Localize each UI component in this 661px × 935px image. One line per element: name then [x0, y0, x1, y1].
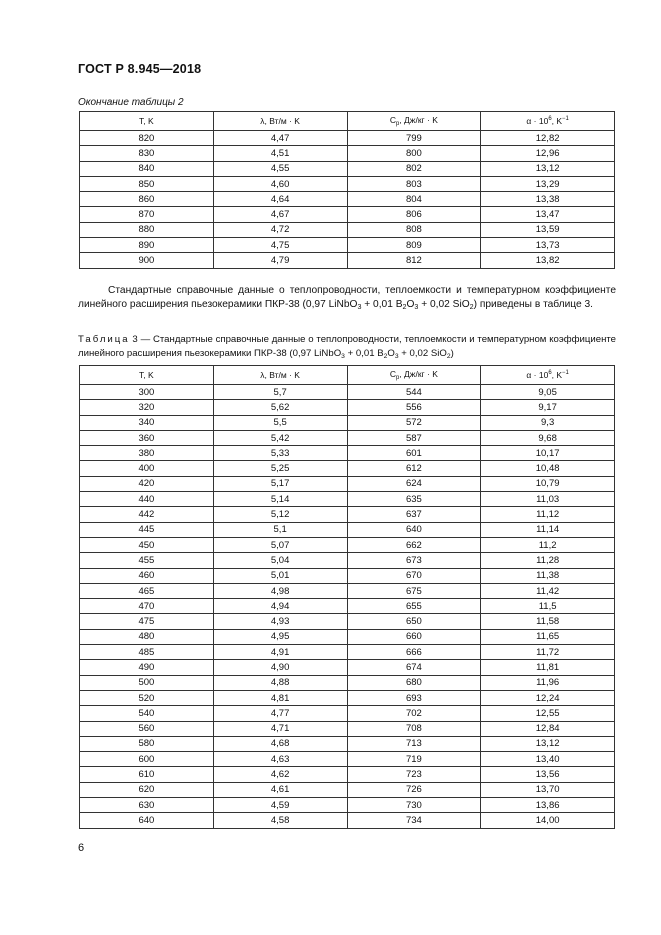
table-cell: 870 [80, 207, 214, 222]
table-cell: 580 [80, 736, 214, 751]
table-row [80, 583, 615, 598]
table2-body [80, 131, 615, 269]
table-row [80, 176, 615, 191]
table-cell: 13,56 [481, 767, 615, 782]
table-row [80, 767, 615, 782]
table-row [80, 645, 615, 660]
table-cell: 485 [80, 645, 214, 660]
table2-continuation-caption: Окончание таблицы 2 [78, 97, 184, 108]
table-row [80, 253, 615, 268]
table-cell: 600 [80, 752, 214, 767]
table-cell: 719 [347, 752, 481, 767]
table-cell: 11,58 [481, 614, 615, 629]
table-cell: 12,96 [481, 146, 615, 161]
table-cell: 850 [80, 176, 214, 191]
table-cell: 14,00 [481, 813, 615, 828]
table-row [80, 461, 615, 476]
table-cell: 13,29 [481, 176, 615, 191]
table-cell: 360 [80, 430, 214, 445]
table-cell: 587 [347, 430, 481, 445]
table-cell: 480 [80, 629, 214, 644]
table-row [80, 599, 615, 614]
table-row [80, 207, 615, 222]
column-header-thermal-conductivity: λ, Вт/м · K [213, 112, 347, 131]
table-row [80, 537, 615, 552]
table-cell: 812 [347, 253, 481, 268]
table-cell: 544 [347, 385, 481, 400]
table-row [80, 446, 615, 461]
table-cell: 10,17 [481, 446, 615, 461]
table-cell: 4,60 [213, 176, 347, 191]
table-cell: 300 [80, 385, 214, 400]
table-row [80, 400, 615, 415]
expansion-unit: K [556, 116, 563, 126]
table-cell: 662 [347, 537, 481, 552]
table-row [80, 736, 615, 751]
table-cell: 637 [347, 507, 481, 522]
table-cell: 445 [80, 522, 214, 537]
column-header-heat-capacity: $C_p$, Дж/кг · K [347, 112, 481, 131]
table3-caption: Таблица 3 — Стандартные справочные данные о теплопроводности, теплоемкости и температурном коэффициенте линейного расширения пьезокерамики ПКР-38 (0,97 LiNbO$_3$ + 0,01 $B_2O_3 + 0,02$ SiO$_2$) [78, 334, 616, 360]
paragraph-text-3: O [406, 299, 415, 310]
table-cell: 4,90 [213, 660, 347, 675]
table-row [80, 614, 615, 629]
table-cell: 11,5 [481, 599, 615, 614]
table-cell: 734 [347, 813, 481, 828]
table-cell: 4,94 [213, 599, 347, 614]
table-cell: 802 [347, 161, 481, 176]
table-cell: 4,58 [213, 813, 347, 828]
table-cell: 693 [347, 690, 481, 705]
table3-caption-text-2: + 0,01 B [344, 347, 384, 359]
table-cell: 650 [347, 614, 481, 629]
table-cell: 713 [347, 736, 481, 751]
table3-caption-text-4: + 0,02 SiO [398, 347, 447, 359]
table-cell: 830 [80, 146, 214, 161]
table-row [80, 146, 615, 161]
table-cell: 442 [80, 507, 214, 522]
table-cell: 601 [347, 446, 481, 461]
table-cell: 320 [80, 400, 214, 415]
table3-body [80, 385, 615, 829]
table-row [80, 222, 615, 237]
table-cell: 5,33 [213, 446, 347, 461]
table-cell: 723 [347, 767, 481, 782]
table-cell: 4,72 [213, 222, 347, 237]
table-header-row [80, 366, 615, 385]
table-cell: 4,93 [213, 614, 347, 629]
table-cell: 4,63 [213, 752, 347, 767]
table-row [80, 192, 615, 207]
table-cell: 11,81 [481, 660, 615, 675]
table-row [80, 568, 615, 583]
table3-caption-text-3: O [387, 347, 395, 359]
table-cell: 610 [80, 767, 214, 782]
table-cell: 5,7 [213, 385, 347, 400]
table-cell: 5,42 [213, 430, 347, 445]
table-cell: 640 [80, 813, 214, 828]
table-cell: 820 [80, 131, 214, 146]
table-cell: 730 [347, 798, 481, 813]
table-cell: 12,55 [481, 706, 615, 721]
table-row [80, 690, 615, 705]
table-cell: 11,96 [481, 675, 615, 690]
table-cell: 13,47 [481, 207, 615, 222]
table-cell: 5,62 [213, 400, 347, 415]
table-cell: 455 [80, 553, 214, 568]
table-row [80, 415, 615, 430]
table-cell: 4,75 [213, 238, 347, 253]
table-cell: 13,73 [481, 238, 615, 253]
table-cell: 808 [347, 222, 481, 237]
table-cell: 9,3 [481, 415, 615, 430]
table-cell: 556 [347, 400, 481, 415]
table-cell: 10,48 [481, 461, 615, 476]
table-cell: 655 [347, 599, 481, 614]
table-row [80, 813, 615, 828]
table-cell: 5,25 [213, 461, 347, 476]
paragraph-text-2: + 0,01 B [361, 299, 403, 310]
table-cell: 680 [347, 675, 481, 690]
table-cell: 673 [347, 553, 481, 568]
table-cell: 4,51 [213, 146, 347, 161]
table-row [80, 629, 615, 644]
table-cell: 13,38 [481, 192, 615, 207]
table3-caption-text-5: ) [450, 347, 454, 359]
table-cell: 630 [80, 798, 214, 813]
table-cell: 11,72 [481, 645, 615, 660]
table-cell: 340 [80, 415, 214, 430]
table-cell: 11,2 [481, 537, 615, 552]
table-caption-number: 3 — [129, 334, 153, 345]
table-cell: 660 [347, 629, 481, 644]
table-row [80, 522, 615, 537]
table-cell: 5,14 [213, 492, 347, 507]
column-header-temperature: T, K [80, 366, 214, 385]
table-cell: 5,17 [213, 476, 347, 491]
table-cell: 470 [80, 599, 214, 614]
table-cell: 708 [347, 721, 481, 736]
table-row [80, 476, 615, 491]
table-row [80, 131, 615, 146]
table-cell: 13,12 [481, 161, 615, 176]
table-cell: 4,95 [213, 629, 347, 644]
table-cell: 440 [80, 492, 214, 507]
heat-capacity-unit: Дж/кг · K [404, 369, 438, 379]
table-cell: 4,88 [213, 675, 347, 690]
table-cell: 13,40 [481, 752, 615, 767]
table-cell: 4,61 [213, 782, 347, 797]
table-cell: 465 [80, 583, 214, 598]
column-header-expansion-coefficient: $\alpha \cdot 10^6$, $K^{-1}$ [481, 366, 615, 385]
table-cell: 5,07 [213, 537, 347, 552]
table-cell: 13,82 [481, 253, 615, 268]
table-cell: 4,79 [213, 253, 347, 268]
table-cell: 11,28 [481, 553, 615, 568]
table-cell: 612 [347, 461, 481, 476]
body-paragraph: Стандартные справочные данные о теплопроводности, теплоемкости и температурном коэффициенте линейного расширения пьезокерамики ПКР-38 (0,97 LiNbO$_3$ + 0,01 $B_2O_3 + 0,02$ SiO$_2$) приведены в таблице 3. [78, 285, 616, 311]
table-cell: 450 [80, 537, 214, 552]
table-cell: 674 [347, 660, 481, 675]
table-cell: 11,38 [481, 568, 615, 583]
table-cell: 5,01 [213, 568, 347, 583]
table-cell: 12,84 [481, 721, 615, 736]
table-cell: 702 [347, 706, 481, 721]
table-cell: 560 [80, 721, 214, 736]
table-cell: 13,86 [481, 798, 615, 813]
table-row [80, 675, 615, 690]
table-row [80, 238, 615, 253]
table-cell: 890 [80, 238, 214, 253]
table-cell: 4,98 [213, 583, 347, 598]
table-cell: 800 [347, 146, 481, 161]
table-cell: 11,42 [481, 583, 615, 598]
page-number: 6 [78, 842, 85, 854]
table-cell: 420 [80, 476, 214, 491]
column-header-thermal-conductivity: λ, Вт/м · K [213, 366, 347, 385]
table-cell: 13,12 [481, 736, 615, 751]
table-cell: 675 [347, 583, 481, 598]
table-cell: 635 [347, 492, 481, 507]
table-cell: 540 [80, 706, 214, 721]
table-cell: 380 [80, 446, 214, 461]
table-row [80, 706, 615, 721]
table-cell: 500 [80, 675, 214, 690]
paragraph-text-5: ) приведены в таблице 3. [473, 299, 594, 310]
table-cell: 900 [80, 253, 214, 268]
table-cell: 11,65 [481, 629, 615, 644]
table-cell: 9,68 [481, 430, 615, 445]
table-cell: 804 [347, 192, 481, 207]
table-cell: 460 [80, 568, 214, 583]
table-cell: 4,68 [213, 736, 347, 751]
table-row [80, 721, 615, 736]
table-cell: 9,05 [481, 385, 615, 400]
table-row [80, 430, 615, 445]
table-cell: 5,04 [213, 553, 347, 568]
table-cell: 880 [80, 222, 214, 237]
table-row [80, 553, 615, 568]
table-row [80, 161, 615, 176]
paragraph-text-1: Стандартные справочные данные о теплопроводности, теплоемкости и температурном коэффициенте линейного расширения пьезокерамики ПКР-38 (0,97 LiNbO [78, 285, 616, 310]
table-cell: 4,64 [213, 192, 347, 207]
table-row [80, 798, 615, 813]
table-cell: 4,59 [213, 798, 347, 813]
column-header-heat-capacity: $C_p$, Дж/кг · K [347, 366, 481, 385]
column-header-temperature: T, K [80, 112, 214, 131]
table-cell: 640 [347, 522, 481, 537]
heat-capacity-unit: Дж/кг · K [404, 115, 438, 125]
table-cell: 799 [347, 131, 481, 146]
table-row [80, 492, 615, 507]
table-cell: 4,91 [213, 645, 347, 660]
table-cell: 11,14 [481, 522, 615, 537]
table3 [79, 365, 615, 829]
table-cell: 4,55 [213, 161, 347, 176]
table-cell: 13,70 [481, 782, 615, 797]
table-cell: 400 [80, 461, 214, 476]
table-cell: 620 [80, 782, 214, 797]
table-cell: 10,79 [481, 476, 615, 491]
table-row [80, 660, 615, 675]
table-cell: 726 [347, 782, 481, 797]
table-cell: 572 [347, 415, 481, 430]
table-cell: 9,17 [481, 400, 615, 415]
table-cell: 4,67 [213, 207, 347, 222]
table-cell: 12,24 [481, 690, 615, 705]
table2 [79, 111, 615, 269]
table-cell: 5,1 [213, 522, 347, 537]
table-cell: 4,47 [213, 131, 347, 146]
table-cell: 4,62 [213, 767, 347, 782]
table-cell: 490 [80, 660, 214, 675]
expansion-unit: K [556, 370, 563, 380]
table-cell: 11,03 [481, 492, 615, 507]
table-cell: 13,59 [481, 222, 615, 237]
table-cell: 670 [347, 568, 481, 583]
table-row [80, 752, 615, 767]
table-cell: 520 [80, 690, 214, 705]
table-cell: 4,81 [213, 690, 347, 705]
table-cell: 4,77 [213, 706, 347, 721]
table-row [80, 507, 615, 522]
table-cell: 809 [347, 238, 481, 253]
table-header-row [80, 112, 615, 131]
table-row [80, 385, 615, 400]
table-cell: 624 [347, 476, 481, 491]
table-row [80, 782, 615, 797]
document-standard-number: ГОСТ Р 8.945—2018 [78, 62, 202, 76]
column-header-expansion-coefficient: $\alpha \cdot 10^6$, $K^{-1}$ [481, 112, 615, 131]
table3-caption-text-1: Стандартные справочные данные о теплопроводности, теплоемкости и температурном коэффициенте линейного расширения пьезокерамики ПКР-38 (0,97 LiNbO [78, 334, 616, 359]
paragraph-text-4: + 0,02 SiO [418, 299, 470, 310]
table-cell: 666 [347, 645, 481, 660]
table-cell: 860 [80, 192, 214, 207]
table-cell: 840 [80, 161, 214, 176]
table-caption-word: Таблица [78, 334, 130, 345]
table-cell: 806 [347, 207, 481, 222]
table-cell: 5,5 [213, 415, 347, 430]
table-cell: 475 [80, 614, 214, 629]
table-cell: 5,12 [213, 507, 347, 522]
table-cell: 11,12 [481, 507, 615, 522]
table-cell: 803 [347, 176, 481, 191]
table-cell: 12,82 [481, 131, 615, 146]
table-cell: 4,71 [213, 721, 347, 736]
